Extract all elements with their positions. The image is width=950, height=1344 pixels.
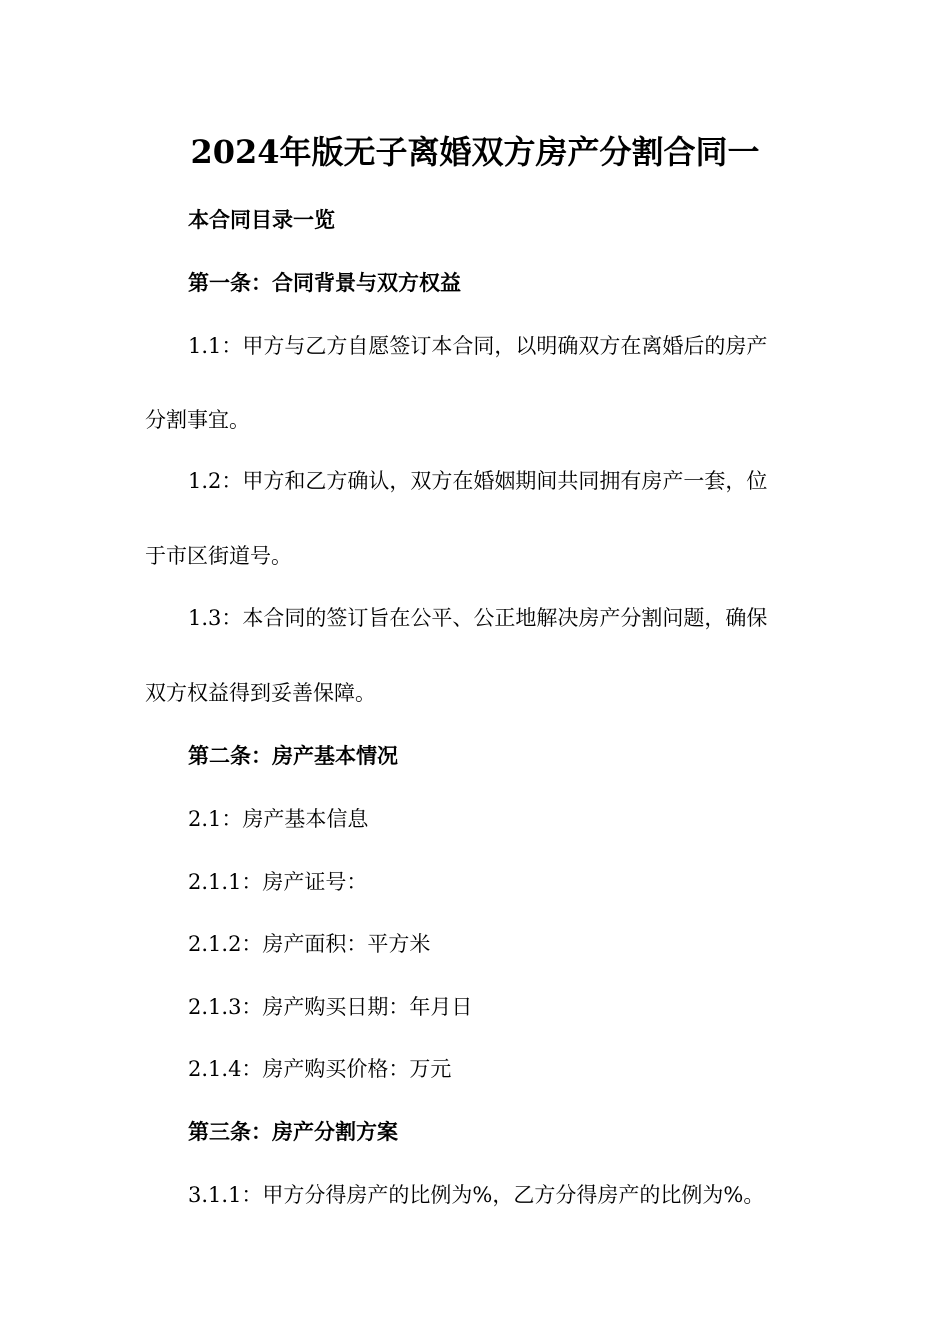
clause-2-1: 2.1：房产基本信息 [188, 807, 369, 831]
article-3-heading: 第三条：房产分割方案 [188, 1119, 398, 1144]
clause-3-1-1: 3.1.1：甲方分得房产的比例为%，乙方分得房产的比例为%。 [188, 1183, 765, 1207]
clause-1-3-line-1: 1.3：本合同的签订旨在公平、公正地解决房产分割问题，确保 [188, 606, 768, 630]
document-title: 2024年版无子离婚双方房产分割合同一 [190, 133, 760, 171]
clause-1-3-line-2: 双方权益得到妥善保障。 [145, 681, 376, 705]
article-2-heading: 第二条：房产基本情况 [188, 743, 398, 768]
toc-heading: 本合同目录一览 [188, 207, 335, 232]
clause-2-1-1: 2.1.1：房产证号： [188, 870, 368, 894]
clause-2-1-3: 2.1.3：房产购买日期：年月日 [188, 995, 473, 1019]
clause-1-2-line-1: 1.2：甲方和乙方确认，双方在婚姻期间共同拥有房产一套，位 [188, 469, 768, 493]
clause-2-1-4: 2.1.4：房产购买价格：万元 [188, 1057, 452, 1081]
clause-1-1-line-1: 1.1：甲方与乙方自愿签订本合同，以明确双方在离婚后的房产 [188, 334, 768, 358]
clause-1-2-line-2: 于市区街道号。 [145, 544, 292, 568]
clause-1-1-line-2: 分割事宜。 [145, 408, 250, 432]
clause-2-1-2: 2.1.2：房产面积：平方米 [188, 932, 431, 956]
article-1-heading: 第一条：合同背景与双方权益 [188, 270, 461, 295]
